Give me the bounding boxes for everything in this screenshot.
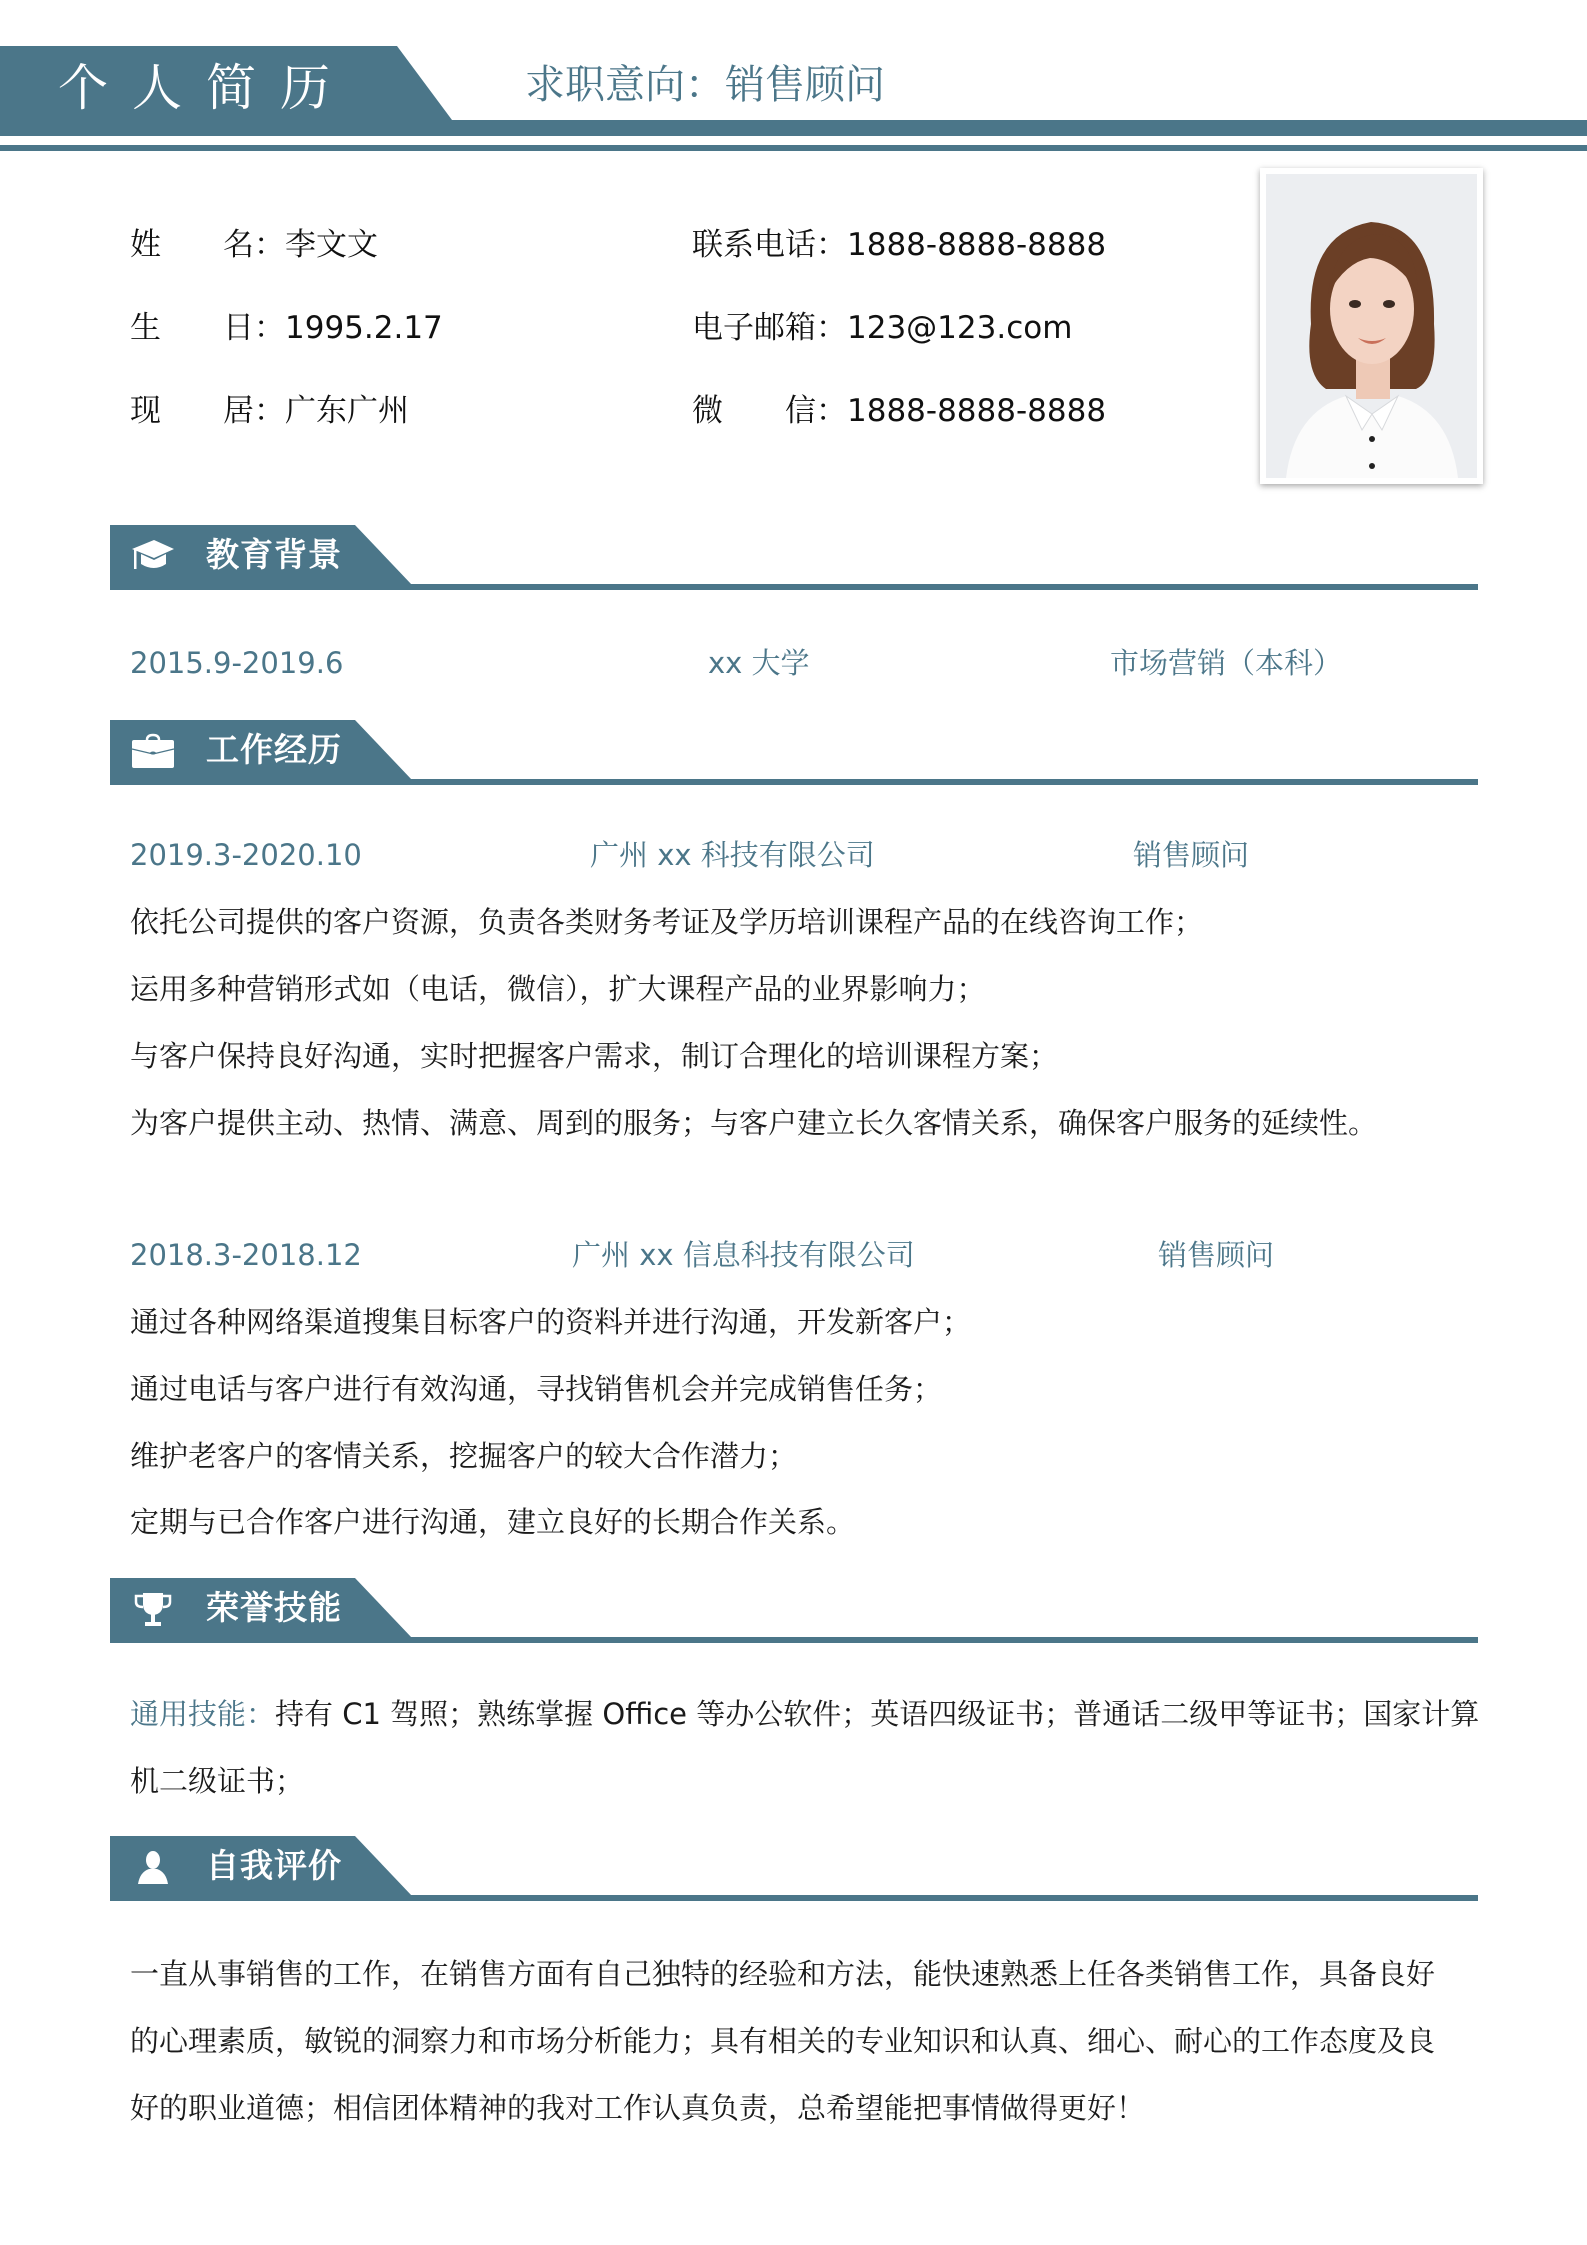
education-major: 市场营销（本科） bbox=[1110, 646, 1343, 680]
work-duty: 定期与已合作客户进行沟通，建立良好的长期合作关系。 bbox=[130, 1505, 856, 1539]
info-birth bbox=[130, 308, 443, 348]
section-divider bbox=[110, 1637, 1478, 1643]
work-duty: 为客户提供主动、热情、满意、周到的服务；与客户建立长久客情关系，确保客户服务的延续性。 bbox=[130, 1106, 1378, 1140]
work-period: 2019.3-2020.10 bbox=[130, 838, 362, 872]
section-title: 教育背景 bbox=[206, 535, 342, 574]
phone-label: 联系电话： bbox=[692, 227, 847, 263]
skills-line bbox=[130, 1694, 1479, 1734]
section-header-honors bbox=[110, 1578, 1478, 1644]
residence-label: 现 居： bbox=[130, 393, 285, 429]
resume-title: 个人简历 bbox=[58, 59, 354, 117]
name-value: 李文文 bbox=[285, 227, 378, 263]
header-bar bbox=[0, 120, 1587, 136]
work-company: 广州 xx 信息科技有限公司 bbox=[572, 1238, 915, 1272]
section-title: 工作经历 bbox=[206, 730, 342, 769]
skills-text: 持有 C1 驾照；熟练掌握 Office 等办公软件；英语四级证书；普通话二级甲等证书；国家计算 bbox=[275, 1697, 1480, 1731]
trophy-icon bbox=[130, 1590, 176, 1628]
residence-value: 广东广州 bbox=[285, 393, 409, 429]
job-objective bbox=[525, 60, 885, 110]
self-evaluation-line: 好的职业道德；相信团体精神的我对工作认真负责，总希望能把事情做得更好！ bbox=[130, 2091, 1146, 2125]
job-objective-label: 求职意向： bbox=[525, 62, 725, 108]
work-duty: 通过电话与客户进行有效沟通，寻找销售机会并完成销售任务； bbox=[130, 1372, 943, 1406]
skills-line: 机二级证书； bbox=[130, 1764, 305, 1798]
birth-label: 生 日： bbox=[130, 310, 285, 346]
user-icon bbox=[130, 1848, 176, 1886]
section-divider bbox=[110, 584, 1478, 590]
education-school: xx 大学 bbox=[708, 646, 810, 680]
work-duty: 运用多种营销形式如（电话，微信），扩大课程产品的业界影响力； bbox=[130, 972, 986, 1006]
graduation-cap-icon bbox=[130, 537, 176, 575]
wechat-value: 1888-8888-8888 bbox=[847, 393, 1107, 429]
job-objective-value: 销售顾问 bbox=[725, 62, 885, 108]
work-position: 销售顾问 bbox=[1158, 1238, 1275, 1272]
briefcase-icon bbox=[130, 732, 176, 770]
section-divider bbox=[110, 779, 1478, 785]
section-header-education bbox=[110, 525, 1478, 591]
phone-value: 1888-8888-8888 bbox=[847, 227, 1107, 263]
work-duty: 与客户保持良好沟通，实时把握客户需求，制订合理化的培训课程方案； bbox=[130, 1039, 1059, 1073]
section-header-work bbox=[110, 720, 1478, 786]
portrait-illustration bbox=[1266, 174, 1477, 478]
work-position: 销售顾问 bbox=[1133, 838, 1250, 872]
self-evaluation-line: 的心理素质，敏锐的洞察力和市场分析能力；具有相关的专业知识和认真、细心、耐心的工作态度及良 bbox=[130, 2024, 1436, 2058]
name-label: 姓 名： bbox=[130, 227, 285, 263]
info-phone bbox=[692, 225, 1106, 265]
photo-frame bbox=[1260, 168, 1483, 484]
email-label: 电子邮箱： bbox=[692, 310, 847, 346]
header-divider bbox=[0, 145, 1587, 151]
self-evaluation-line: 一直从事销售的工作，在销售方面有自己独特的经验和方法，能快速熟悉上任各类销售工作，具备良好 bbox=[130, 1957, 1436, 1991]
work-company: 广州 xx 科技有限公司 bbox=[590, 838, 875, 872]
skills-label: 通用技能： bbox=[130, 1697, 276, 1731]
info-name bbox=[130, 225, 378, 265]
section-header-self-evaluation bbox=[110, 1836, 1478, 1902]
section-title: 自我评价 bbox=[206, 1846, 342, 1885]
info-wechat bbox=[692, 391, 1106, 431]
info-residence bbox=[130, 391, 409, 431]
education-period: 2015.9-2019.6 bbox=[130, 646, 344, 680]
work-period: 2018.3-2018.12 bbox=[130, 1238, 362, 1272]
birth-value: 1995.2.17 bbox=[285, 310, 443, 346]
work-duty: 维护老客户的客情关系，挖掘客户的较大合作潜力； bbox=[130, 1439, 798, 1473]
work-duty: 通过各种网络渠道搜集目标客户的资料并进行沟通，开发新客户； bbox=[130, 1305, 972, 1339]
portrait-photo bbox=[1266, 174, 1477, 478]
email-value: 123@123.com bbox=[847, 310, 1073, 346]
section-title: 荣誉技能 bbox=[206, 1588, 342, 1627]
section-divider bbox=[110, 1895, 1478, 1901]
info-email bbox=[692, 308, 1072, 348]
work-duty: 依托公司提供的客户资源，负责各类财务考证及学历培训课程产品的在线咨询工作； bbox=[130, 905, 1204, 939]
wechat-label: 微 信： bbox=[692, 393, 847, 429]
